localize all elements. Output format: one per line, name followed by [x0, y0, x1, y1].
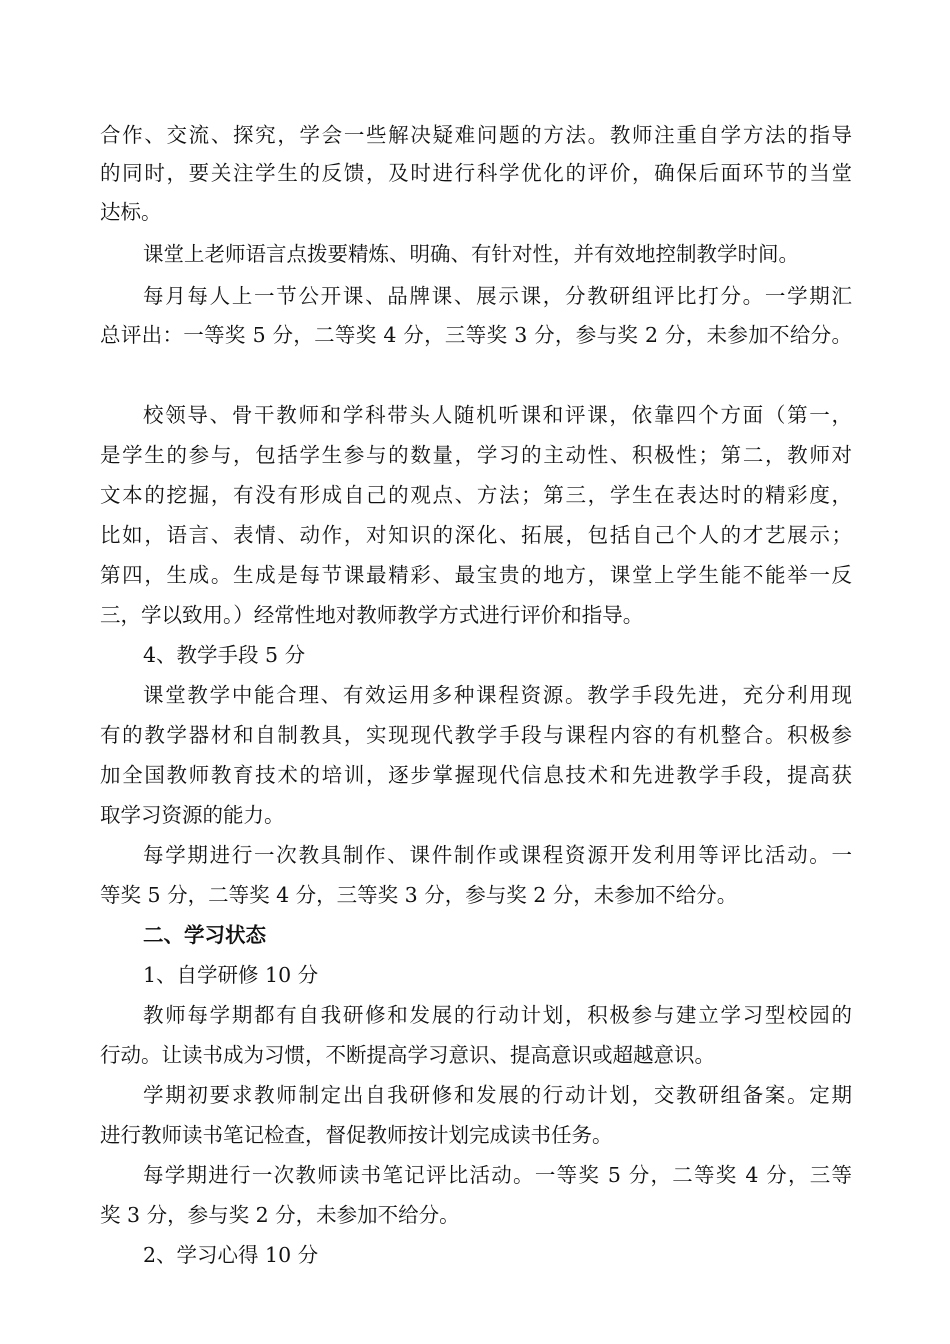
paragraph-line: 每学期进行一次教师读书笔记评比活动。一等奖 5 分，二等奖 4 分，三等 — [143, 1163, 852, 1187]
paragraph-line: 的同时，要关注学生的反馈，及时进行科学优化的评价，确保后面环节的当堂 — [100, 161, 852, 185]
paragraph-line: 每学期进行一次教具制作、课件制作或课程资源开发利用等评比活动。一 — [143, 843, 852, 867]
paragraph-line: 行动。让读书成为习惯，不断提高学习意识、提高意识或超越意识。 — [100, 1043, 715, 1067]
paragraph-line: 达标。 — [100, 200, 162, 224]
paragraph-line: 加全国教师教育技术的培训，逐步掌握现代信息技术和先进教学手段，提高获 — [100, 763, 852, 787]
paragraph-line: 是学生的参与，包括学生参与的数量，学习的主动性、积极性；第二，教师对 — [100, 443, 852, 467]
subsection-heading: 2、学习心得 10 分 — [143, 1243, 319, 1267]
paragraph-line: 文本的挖掘，有没有形成自己的观点、方法；第三，学生在表达时的精彩度， — [100, 483, 852, 507]
paragraph-line: 校领导、骨干教师和学科带头人随机听课和评课，依靠四个方面（第一， — [143, 403, 852, 427]
paragraph-line: 进行教师读书笔记检查，督促教师按计划完成读书任务。 — [100, 1123, 613, 1147]
paragraph-line: 每月每人上一节公开课、品牌课、展示课，分教研组评比打分。一学期汇 — [143, 284, 852, 308]
paragraph-line: 有的教学器材和自制教具，实现现代教学手段与课程内容的有机整合。积极参 — [100, 723, 852, 747]
paragraph-line: 学期初要求教师制定出自我研修和发展的行动计划，交教研组备案。定期 — [143, 1083, 852, 1107]
section-heading: 4、教学手段 5 分 — [143, 643, 306, 667]
paragraph-line: 第四，生成。生成是每节课最精彩、最宝贵的地方，课堂上学生能不能举一反 — [100, 563, 852, 587]
paragraph-line: 总评出：一等奖 5 分，二等奖 4 分，三等奖 3 分，参与奖 2 分，未参加不给分。 — [100, 323, 852, 347]
paragraph-line: 课堂教学中能合理、有效运用多种课程资源。教学手段先进，充分利用现 — [143, 683, 852, 707]
paragraph-line: 教师每学期都有自我研修和发展的行动计划，积极参与建立学习型校园的 — [143, 1003, 852, 1027]
section-heading: 二、学习状态 — [143, 923, 266, 947]
paragraph-line: 比如，语言、表情、动作，对知识的深化、拓展，包括自己个人的才艺展示； — [100, 523, 852, 547]
paragraph-line: 课堂上老师语言点拨要精炼、明确、有针对性，并有效地控制教学时间。 — [143, 242, 799, 266]
paragraph-line: 等奖 5 分，二等奖 4 分，三等奖 3 分，参与奖 2 分，未参加不给分。 — [100, 883, 738, 907]
paragraph-line: 取学习资源的能力。 — [100, 803, 285, 827]
subsection-heading: 1、自学研修 10 分 — [143, 963, 319, 987]
paragraph-line: 奖 3 分，参与奖 2 分，未参加不给分。 — [100, 1203, 460, 1227]
paragraph-line: 合作、交流、探究，学会一些解决疑难问题的方法。教师注重自学方法的指导 — [100, 123, 852, 147]
paragraph-line: 三，学以致用。）经常性地对教师教学方式进行评价和指导。 — [100, 603, 644, 627]
